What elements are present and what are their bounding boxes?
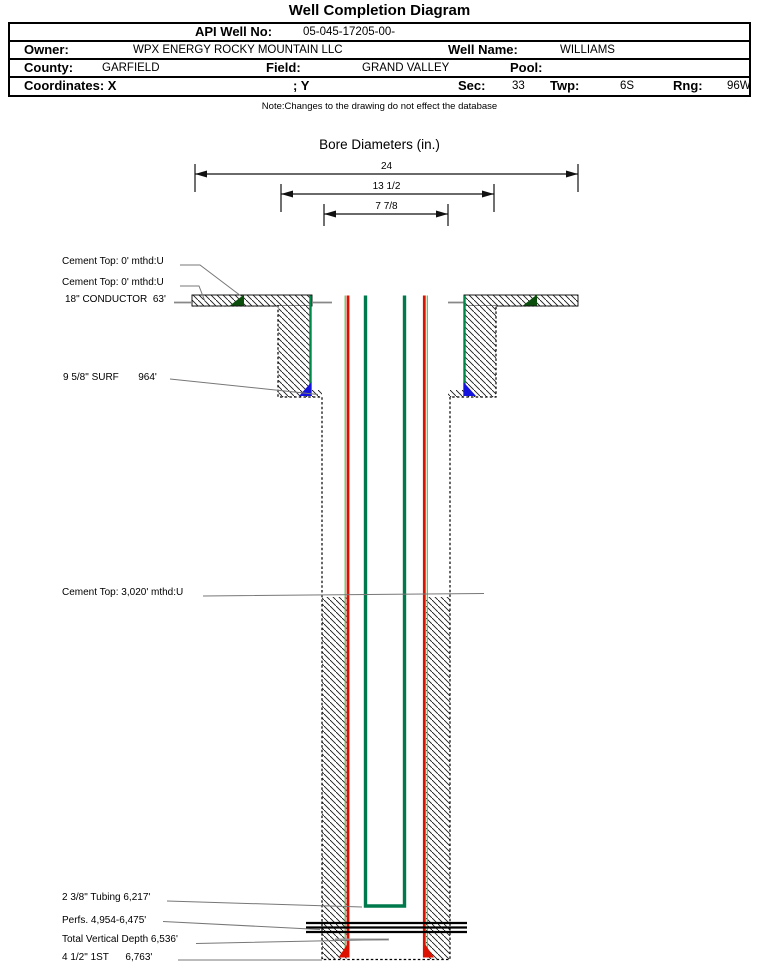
twp-label: Twp: xyxy=(550,78,580,93)
table-row-owner xyxy=(10,42,749,60)
field-value: GRAND VALLEY xyxy=(362,62,450,74)
api-well-no-label: API Well No: xyxy=(195,24,273,39)
cement-hatch-regions xyxy=(192,295,578,959)
table-row-api xyxy=(10,24,749,42)
county-value: GARFIELD xyxy=(102,62,160,74)
dimension-label-13-5: 13 1/2 xyxy=(372,181,401,192)
annotation-cement-top-1: Cement Top: 0' mthd:U xyxy=(62,256,164,267)
annotation-tubing: 2 3/8" Tubing 6,217' xyxy=(62,892,151,903)
annotation-production-casing: 4 1/2" 1ST 6,763' xyxy=(62,952,153,963)
field-label: Field: xyxy=(266,60,301,75)
dimension-label-24: 24 xyxy=(380,161,393,172)
county-label: County: xyxy=(24,60,74,75)
borehole-outline xyxy=(278,305,496,960)
api-well-no-value: 05-045-17205-00- xyxy=(303,26,396,38)
well-header-table xyxy=(8,22,751,97)
tubing-string xyxy=(366,296,405,907)
owner-label: Owner: xyxy=(24,42,69,57)
table-row-county xyxy=(10,60,749,78)
table-row-coordinates xyxy=(10,78,749,95)
surface-casing-lines xyxy=(311,296,465,397)
production-casing-fringe-lines xyxy=(345,296,427,958)
rng-value: 96W xyxy=(727,80,751,92)
rng-label: Rng: xyxy=(673,78,703,93)
owner-value: WPX ENERGY ROCKY MOUNTAIN LLC xyxy=(133,44,343,56)
page-title: Well Completion Diagram xyxy=(288,2,471,19)
well-name-label: Well Name: xyxy=(448,42,518,57)
database-note: Note:Changes to the drawing do not effect the database xyxy=(261,101,498,112)
sec-value: 33 xyxy=(512,80,525,92)
production-casing-lines xyxy=(348,296,424,958)
twp-value: 6S xyxy=(620,80,635,92)
dimension-label-7-78: 7 7/8 xyxy=(375,201,398,212)
annotation-tvd: Total Vertical Depth 6,536' xyxy=(62,934,178,945)
sec-label: Sec: xyxy=(458,78,486,93)
annotation-perfs: Perfs. 4,954-6,475' xyxy=(62,915,147,926)
bore-diameters-title: Bore Diameters (in.) xyxy=(319,137,440,152)
annotation-surface-casing: 9 5/8" SURF 964' xyxy=(63,372,157,383)
annotation-cement-top-3: Cement Top: 3,020' mthd:U xyxy=(62,587,184,598)
well-name-value: WILLIAMS xyxy=(560,44,615,56)
pool-label: Pool: xyxy=(510,60,543,75)
annotation-conductor: 18" CONDUCTOR 63' xyxy=(65,294,166,305)
coordinates-label: Coordinates: X xyxy=(24,78,117,93)
annotation-cement-top-2: Cement Top: 0' mthd:U xyxy=(62,277,164,288)
coordinate-y-label: ; Y xyxy=(293,78,310,93)
